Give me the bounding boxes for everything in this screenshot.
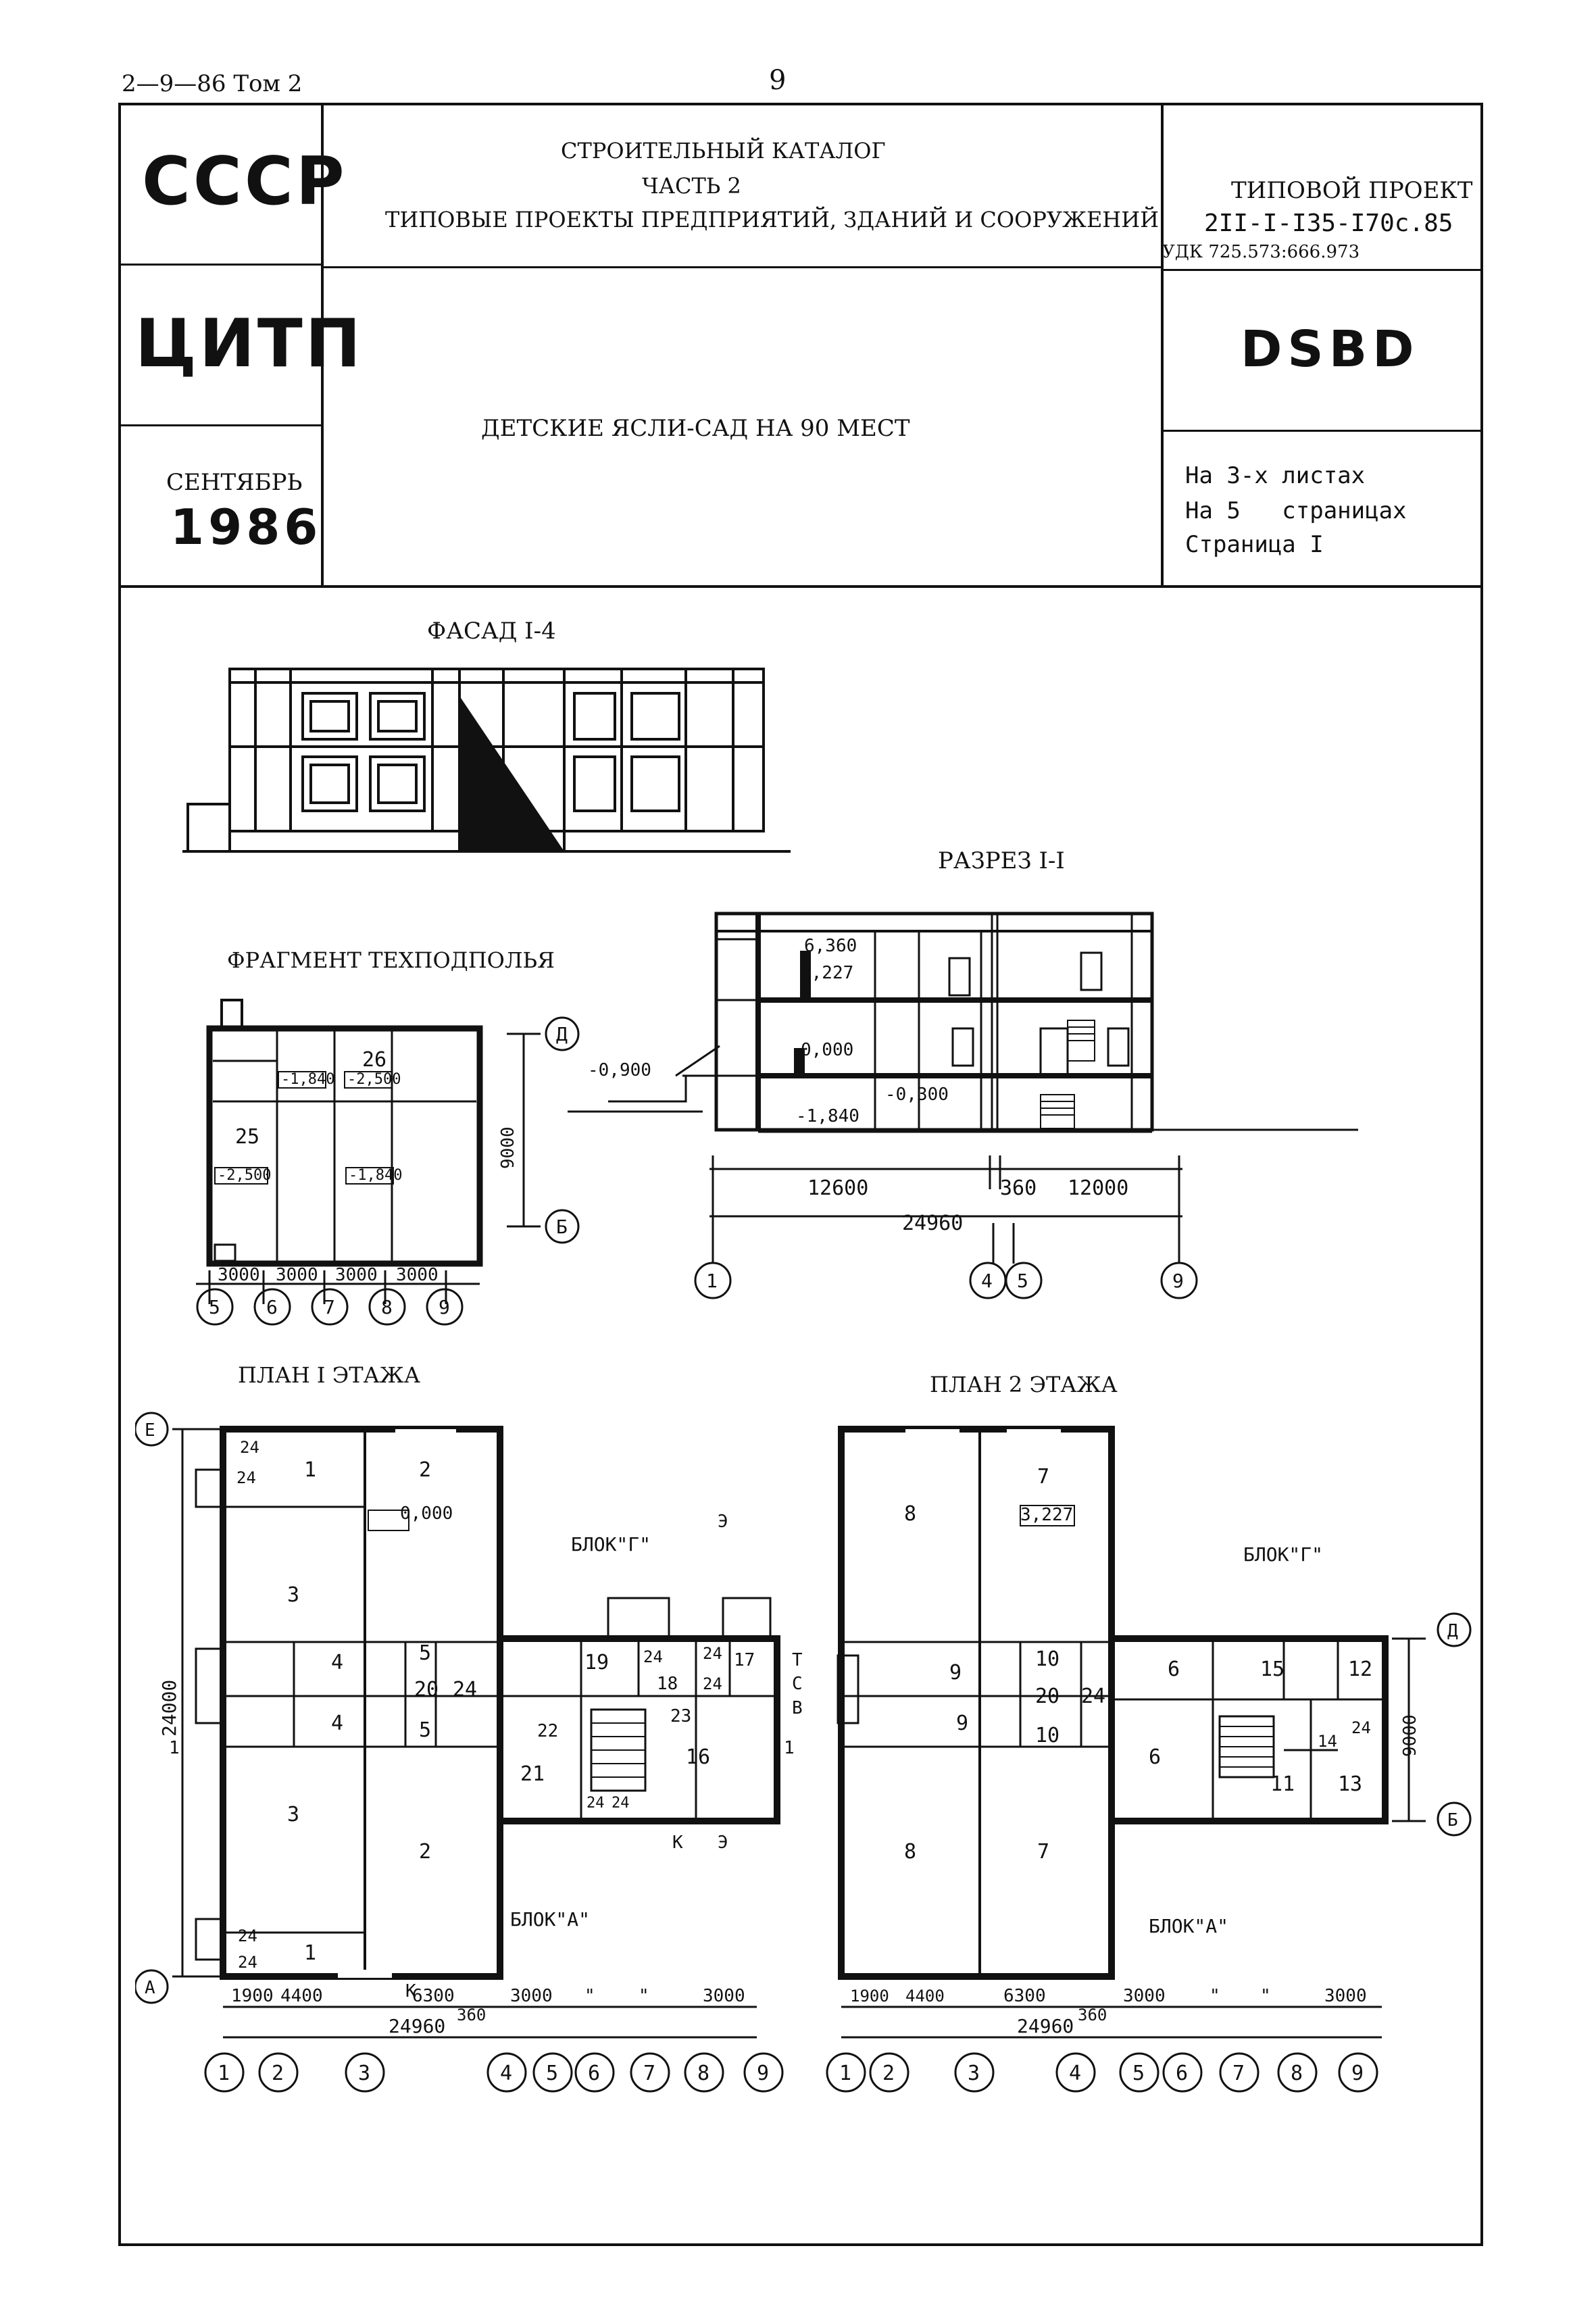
building-title: ДЕТСКИЕ ЯСЛИ-САД НА 90 МЕСТ [481, 415, 910, 442]
p2-dim-ditto-1: " [1210, 1986, 1220, 2006]
title-row-divider-2 [118, 424, 322, 426]
p1-room-5a: 5 [419, 1641, 432, 1665]
basement-dim-1: 3000 [218, 1265, 260, 1285]
p1-axis-6: 6 [588, 2062, 601, 2085]
p2-height-dim: 9000 [1400, 1714, 1420, 1757]
axis-4: 4 [981, 1270, 993, 1292]
p1-room-5b: 5 [419, 1718, 432, 1742]
p2-dim-3000b: 3000 [1324, 1986, 1367, 2006]
p1-dim-6300: 6300 [412, 1986, 455, 2006]
basement-title: ФРАГМЕНТ ТЕХПОДПОЛЬЯ [227, 947, 555, 973]
basement-dim-2: 3000 [276, 1265, 318, 1285]
p1-room-2b: 2 [419, 1840, 432, 1864]
level-3227: 3,227 [801, 963, 854, 983]
p2-room-10a: 10 [1035, 1647, 1060, 1671]
plan2-axes-row [824, 2050, 1432, 2095]
level-minus0900: -0,900 [588, 1060, 651, 1080]
basement-axis-5: 5 [209, 1296, 220, 1318]
p2-room-24-core: 24 [1081, 1685, 1106, 1708]
p1-mark-K-dim: К [405, 1981, 416, 2001]
basement-room-25: 25 [235, 1125, 260, 1149]
p1-room-3b: 3 [287, 1803, 300, 1826]
basement-level-4: -1,840 [349, 1167, 403, 1184]
plan2-title: ПЛАН 2 ЭТАЖА [930, 1372, 1118, 1397]
p2-axis-2: 2 [882, 2062, 895, 2085]
p2-room-8a: 8 [904, 1502, 917, 1526]
section-drawing [568, 899, 1378, 1304]
level-0000: 0,000 [801, 1040, 854, 1060]
basement-drawing [189, 993, 595, 1331]
p2-room-15: 15 [1260, 1658, 1285, 1681]
p1-room-24h: 24 [587, 1795, 605, 1812]
p1-mark-K-bottom: К [672, 1833, 683, 1853]
p2-block-g: БЛОК"Г" [1243, 1543, 1324, 1566]
p1-dim-3000b: 3000 [703, 1986, 745, 2006]
p2-room-20: 20 [1035, 1685, 1060, 1708]
p1-room-2a: 2 [419, 1458, 432, 1482]
basement-height-dim: 9000 [498, 1126, 518, 1169]
p1-block-g: БЛОК"Г" [571, 1533, 651, 1555]
project-code: 2II-I-I35-I70с.85 [1204, 209, 1453, 237]
p1-dim-1900: 1900 [231, 1986, 274, 2006]
dim-24960: 24960 [902, 1212, 964, 1235]
p1-axis-E: Е [145, 1420, 155, 1441]
p2-room-9a: 9 [949, 1661, 962, 1685]
p1-level: 0,000 [400, 1503, 453, 1524]
p2-room-12: 12 [1348, 1658, 1373, 1681]
p2-axis-3: 3 [968, 2062, 980, 2085]
sheets-count: На 3-х листах [1185, 462, 1366, 489]
month-label: СЕНТЯБРЬ [166, 469, 303, 496]
p1-axis-9: 9 [757, 2062, 770, 2085]
basement-axis-8: 8 [381, 1296, 393, 1318]
p2-dim-360: 360 [1078, 2006, 1107, 2024]
p2-room-6b: 6 [1149, 1745, 1162, 1769]
p1-axis-4: 4 [500, 2062, 513, 2085]
p1-room-24f: 24 [703, 1644, 722, 1663]
p1-mark-T: Т [792, 1650, 803, 1670]
p1-axis-2: 2 [272, 2062, 284, 2085]
level-minus0300: -0,300 [885, 1085, 949, 1105]
p1-block-a: БЛОК"А" [510, 1908, 591, 1931]
axis-1: 1 [706, 1270, 718, 1292]
country-label: СССР [142, 143, 347, 220]
basement-axis-9: 9 [439, 1296, 450, 1318]
p2-room-8b: 8 [904, 1840, 917, 1864]
year-label: 1986 [170, 499, 322, 555]
p1-dim-360: 360 [457, 2006, 487, 2024]
p1-axis-1: 1 [218, 2062, 230, 2085]
project-code-large: DSBD [1241, 320, 1420, 378]
p1-dim-ditto-2: " [639, 1986, 649, 2006]
dim-12600: 12600 [807, 1176, 869, 1200]
p1-room-24c: 24 [238, 1926, 257, 1945]
basement-level-1: -1,840 [281, 1071, 335, 1088]
p1-room-17: 17 [734, 1650, 755, 1670]
p2-dim-6300: 6300 [1003, 1986, 1046, 2006]
p2-room-24: 24 [1351, 1718, 1371, 1737]
p2-room-7a: 7 [1037, 1465, 1050, 1489]
dim-12000: 12000 [1068, 1176, 1129, 1200]
p1-room-1a: 1 [304, 1458, 317, 1482]
p2-dim-4400: 4400 [905, 1987, 945, 2006]
p2-room-14: 14 [1318, 1732, 1337, 1751]
plan1-drawing [135, 1399, 811, 2074]
org-label: ЦИТП [135, 305, 364, 382]
p2-level: 3,227 [1020, 1505, 1074, 1525]
p1-room-22: 22 [537, 1721, 559, 1741]
title-right-divider-1 [1162, 269, 1483, 271]
p1-mark-E-top: Э [718, 1512, 728, 1532]
p1-axis-5: 5 [546, 2062, 559, 2085]
p1-dim-4400: 4400 [280, 1986, 323, 2006]
p2-dim-total: 24960 [1017, 2015, 1074, 2037]
p2-axis-B: Б [1447, 1810, 1458, 1831]
axis-5: 5 [1017, 1270, 1028, 1292]
p2-room-11: 11 [1270, 1772, 1295, 1796]
p1-axis-A: А [145, 1978, 155, 1998]
p2-axis-4: 4 [1069, 2062, 1082, 2085]
p1-room-21: 21 [520, 1762, 545, 1786]
title-block-right-divider [1161, 103, 1164, 587]
basement-axis-B: Б [556, 1216, 568, 1238]
basement-room-26: 26 [362, 1048, 387, 1072]
p2-axis-7: 7 [1232, 2062, 1245, 2085]
p2-room-9b: 9 [956, 1712, 969, 1735]
p2-axis-1: 1 [839, 2062, 852, 2085]
p2-room-13: 13 [1338, 1772, 1363, 1796]
p2-axis-6: 6 [1176, 2062, 1189, 2085]
plan2-drawing [811, 1399, 1487, 2074]
basement-axis-7: 7 [324, 1296, 335, 1318]
basement-axes-row [188, 1287, 485, 1327]
p1-dim-3000a: 3000 [510, 1986, 553, 2006]
p2-axis-D: Д [1447, 1621, 1458, 1641]
project-label: ТИПОВОЙ ПРОЕКТ [1231, 177, 1473, 204]
catalog-line-2: ЧАСТЬ 2 [642, 173, 741, 199]
p1-room-24a: 24 [240, 1438, 259, 1457]
series-label: 2—9—86 Том 2 [122, 70, 303, 97]
level-minus1840: -1,840 [796, 1106, 859, 1126]
title-row-divider-1 [118, 264, 322, 266]
p2-axis-5: 5 [1132, 2062, 1145, 2085]
p1-room-24g: 24 [703, 1674, 722, 1693]
plan1-axes-row [196, 2050, 804, 2095]
p1-mark-1a: 1 [169, 1738, 180, 1758]
basement-level-2: -2,500 [347, 1071, 401, 1088]
axis-9: 9 [1172, 1270, 1184, 1292]
p1-axis-8: 8 [697, 2062, 710, 2085]
catalog-line-1: СТРОИТЕЛЬНЫЙ КАТАЛОГ [561, 138, 886, 164]
basement-axis-6: 6 [266, 1296, 278, 1318]
facade-title: ФАСАД I-4 [427, 618, 556, 645]
p1-room-4a: 4 [331, 1651, 344, 1674]
p1-axis-3: 3 [358, 2062, 371, 2085]
dim-360: 360 [1000, 1176, 1037, 1200]
udk-label: УДК 725.573:666.973 [1162, 242, 1360, 262]
p1-room-24d: 24 [238, 1953, 257, 1972]
page-indicator: Страница I [1185, 531, 1324, 558]
p1-room-19: 19 [584, 1651, 609, 1674]
section-title: РАЗРЕЗ I-I [938, 847, 1065, 874]
p1-room-4b: 4 [331, 1712, 344, 1735]
p1-room-16: 16 [686, 1745, 711, 1769]
p2-dim-1900: 1900 [850, 1987, 889, 2006]
p2-axis-9: 9 [1351, 2062, 1364, 2085]
basement-level-3: -2,500 [218, 1167, 272, 1184]
basement-dim-4: 3000 [396, 1265, 439, 1285]
p1-mark-B: В [792, 1698, 803, 1718]
catalog-line-3: ТИПОВЫЕ ПРОЕКТЫ ПРЕДПРИЯТИЙ, ЗДАНИЙ И СООРУЖЕНИЙ [385, 207, 1159, 232]
facade-drawing [182, 655, 791, 858]
p2-axis-8: 8 [1291, 2062, 1303, 2085]
p1-mark-C: С [792, 1674, 803, 1694]
p1-dim-total: 24960 [389, 2015, 446, 2037]
p2-dim-3000a: 3000 [1123, 1986, 1166, 2006]
basement-axis-D: Д [556, 1023, 568, 1045]
p1-room-24b: 24 [236, 1468, 256, 1487]
p1-height-dim: 24000 [158, 1679, 180, 1737]
pages-count: На 5 страницах [1185, 497, 1407, 524]
p1-room-24i: 24 [612, 1795, 630, 1812]
p2-block-a: БЛОК"А" [1149, 1915, 1229, 1937]
p1-room-23: 23 [670, 1706, 692, 1726]
p1-room-18: 18 [657, 1674, 678, 1694]
title-right-divider-2 [1162, 430, 1483, 432]
p1-room-24-core: 24 [453, 1678, 478, 1701]
p2-dim-ditto-2: " [1260, 1986, 1271, 2006]
level-6360: 6,360 [804, 936, 857, 956]
p1-room-1b: 1 [304, 1941, 317, 1965]
page-number: 9 [769, 65, 787, 96]
title-mid-divider [322, 266, 1162, 268]
plan1-title: ПЛАН I ЭТАЖА [238, 1362, 420, 1388]
p1-mark-E-bottom: Э [718, 1833, 728, 1853]
p2-room-10b: 10 [1035, 1724, 1060, 1747]
p1-axis-7: 7 [643, 2062, 656, 2085]
p1-mark-1b: 1 [784, 1738, 795, 1758]
p1-room-24e: 24 [643, 1647, 663, 1666]
basement-dim-3: 3000 [335, 1265, 378, 1285]
p1-room-3a: 3 [287, 1583, 300, 1607]
p2-room-6a: 6 [1168, 1658, 1180, 1681]
p1-room-20: 20 [414, 1678, 439, 1701]
p1-dim-ditto-1: " [584, 1986, 595, 2006]
p2-room-7b: 7 [1037, 1840, 1050, 1864]
